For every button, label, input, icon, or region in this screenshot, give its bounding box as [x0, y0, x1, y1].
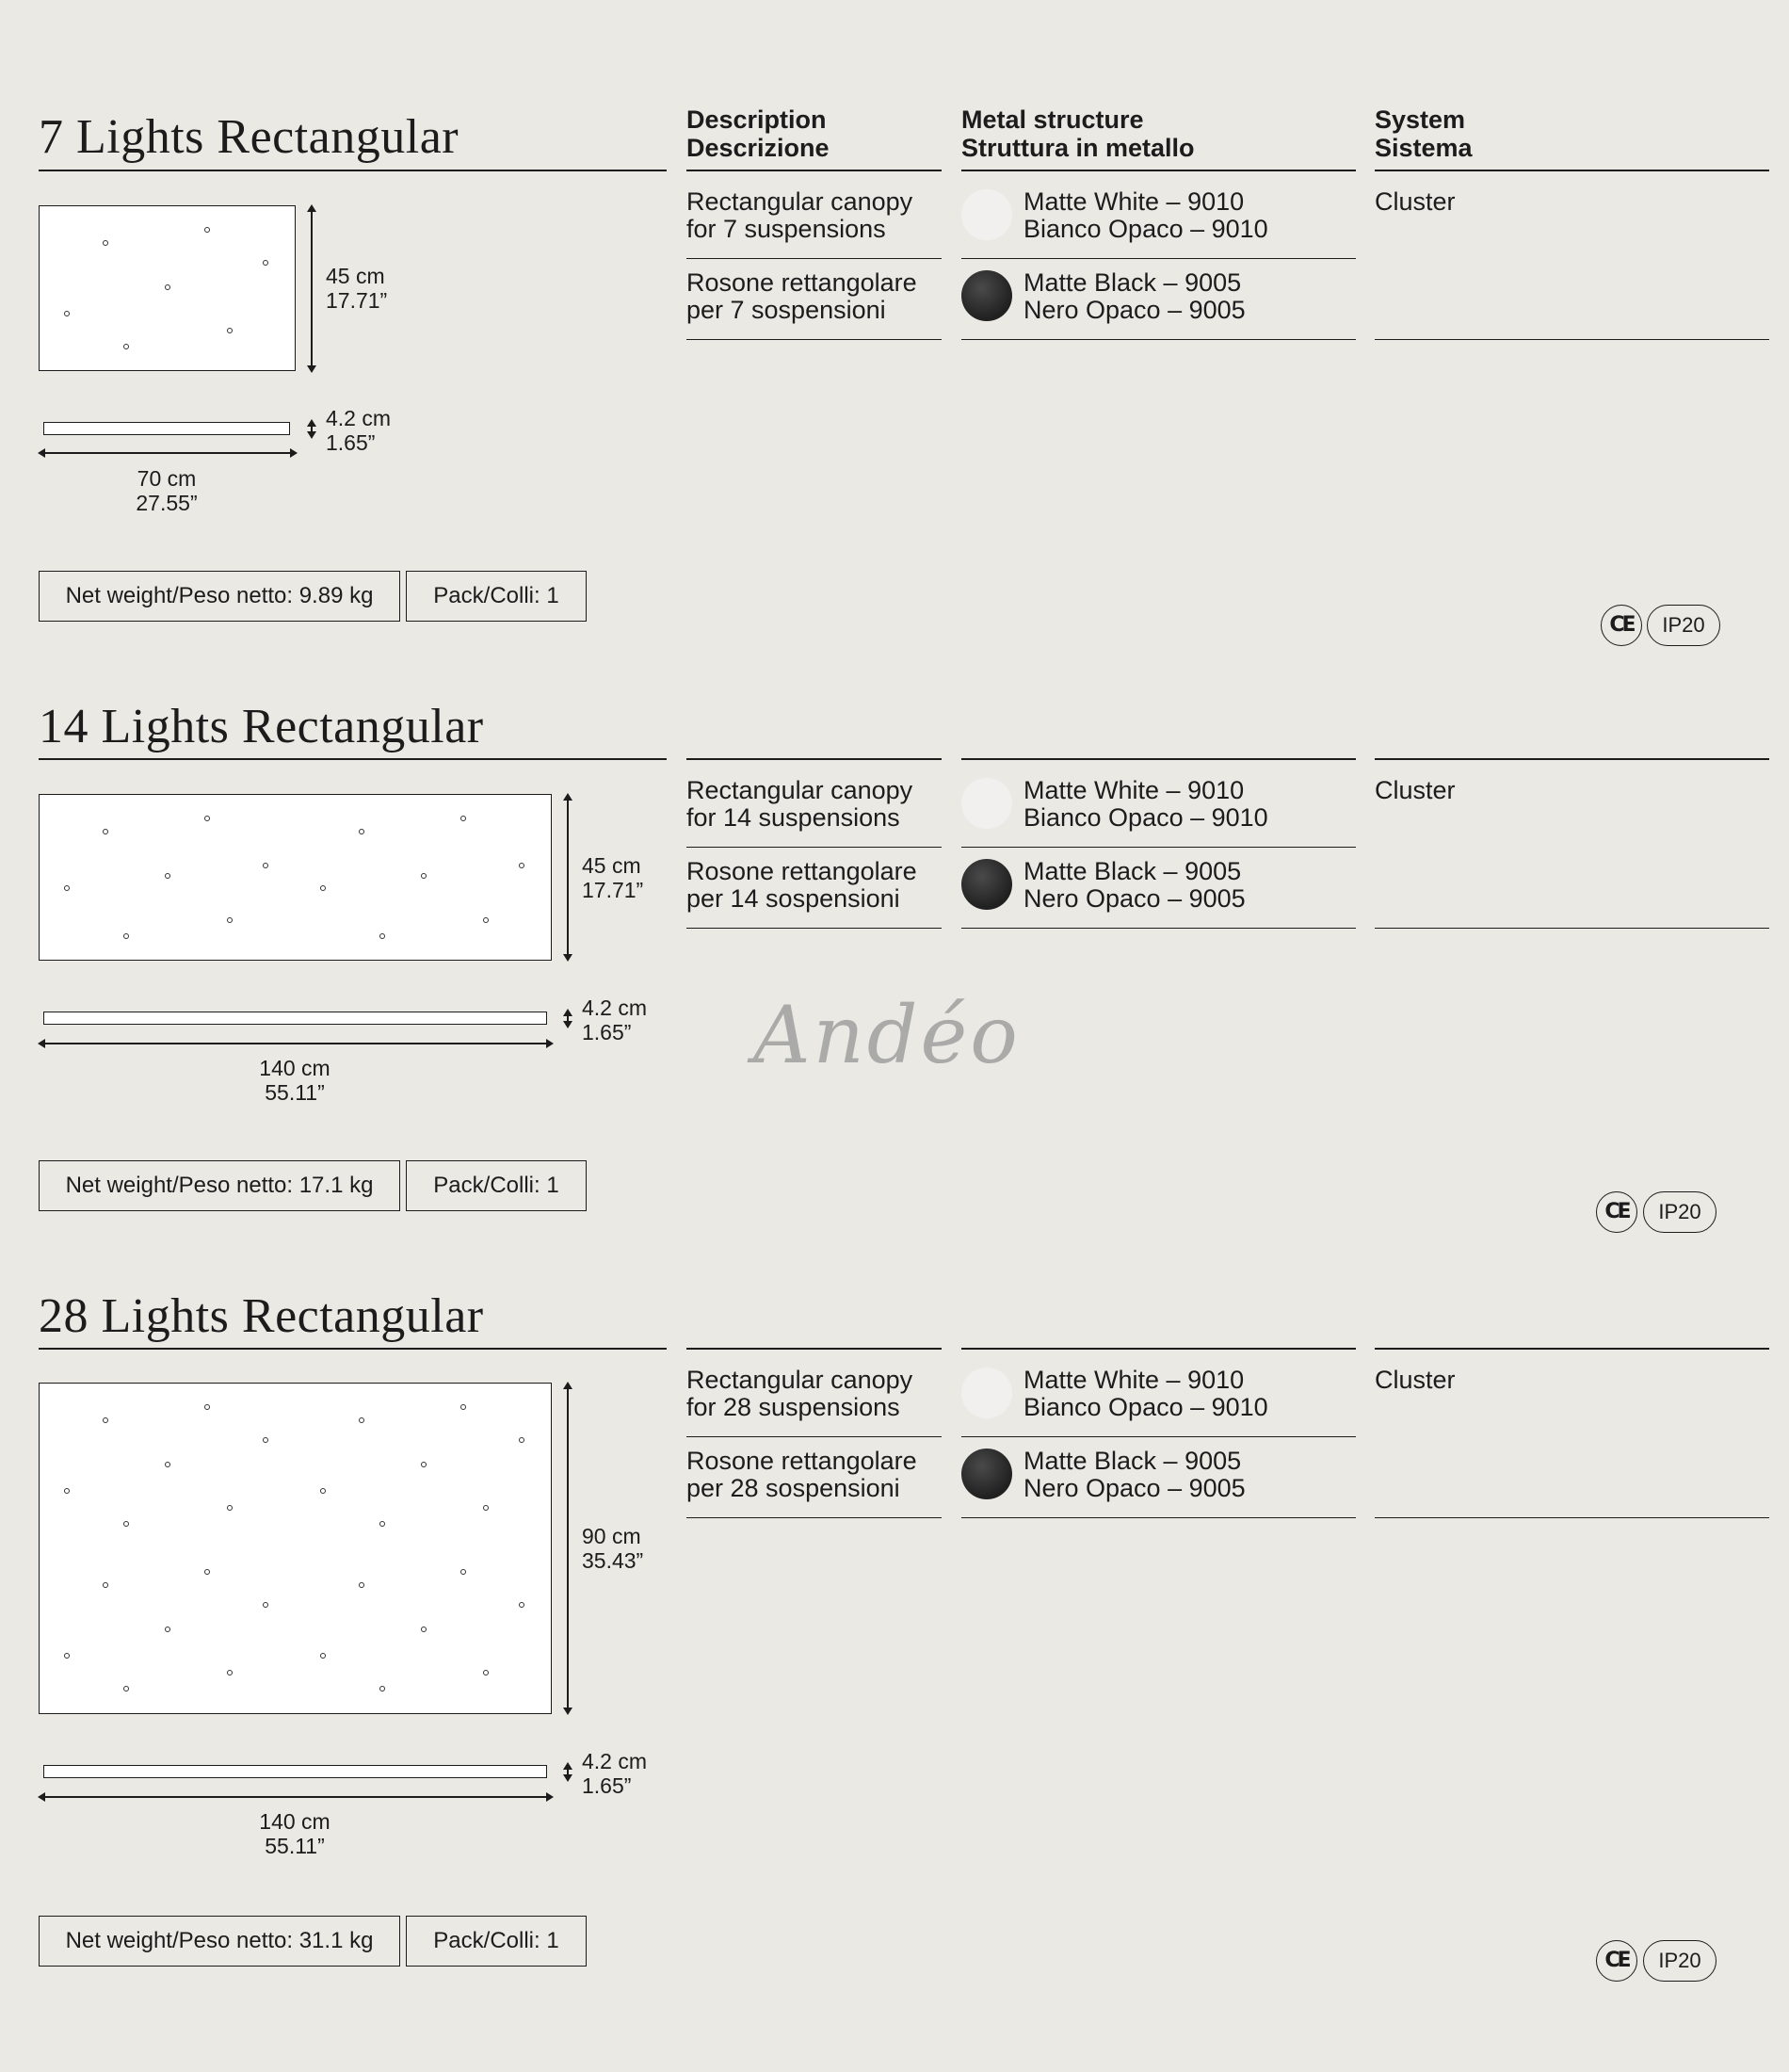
suspension-hole	[227, 917, 233, 923]
ce-mark-icon: CE	[1601, 605, 1642, 646]
product-section-7-lights	[0, 104, 1789, 688]
ce-mark-icon: CE	[1596, 1940, 1637, 1982]
finish-divider	[961, 847, 1356, 848]
width-dimension: 70 cm 27.55”	[136, 466, 198, 515]
height-dimension: 45 cm 17.71”	[582, 853, 644, 902]
finish-white-label: Matte White – 9010 Bianco Opaco – 9010	[1023, 187, 1268, 243]
white-finish-swatch	[961, 778, 1012, 829]
width-dimension-line	[41, 452, 294, 454]
canopy-side-profile	[43, 422, 290, 435]
black-finish-swatch	[961, 859, 1012, 910]
watermark: Andéo	[753, 989, 1021, 1081]
system-rule	[1375, 1348, 1769, 1350]
system-bottom-rule	[1375, 339, 1769, 340]
width-dimension-line	[41, 1043, 550, 1044]
suspension-hole	[123, 1521, 129, 1527]
product-title: 28 Lights Rectangular	[39, 1289, 484, 1343]
system-rule	[1375, 758, 1769, 760]
ip20-badge: IP20	[1643, 1940, 1716, 1982]
finish-bottom-rule	[961, 1517, 1356, 1518]
suspension-hole	[483, 1505, 489, 1511]
description-it: Rosone rettangolare per 14 sospensioni	[686, 857, 917, 913]
height-dimension: 90 cm 35.43”	[582, 1524, 644, 1573]
finish-bottom-rule	[961, 928, 1356, 929]
title-rule	[39, 170, 667, 171]
suspension-hole	[460, 816, 466, 821]
finish-bottom-rule	[961, 339, 1356, 340]
suspension-hole	[103, 240, 108, 246]
depth-dimension: 4.2 cm 1.65”	[582, 996, 648, 1044]
canopy-top-view	[39, 205, 296, 371]
ip20-badge: IP20	[1647, 605, 1720, 646]
product-section-14-lights	[0, 693, 1789, 1277]
suspension-hole	[320, 1488, 326, 1494]
suspension-hole	[263, 1602, 268, 1608]
suspension-hole	[483, 917, 489, 923]
height-dimension: 45 cm 17.71”	[326, 264, 388, 313]
suspension-hole	[320, 885, 326, 891]
suspension-hole	[103, 1417, 108, 1423]
suspension-hole	[379, 1521, 385, 1527]
finish-black-label: Matte Black – 9005 Nero Opaco – 9005	[1023, 857, 1246, 913]
suspension-hole	[460, 1569, 466, 1575]
arrow-left-icon	[38, 1792, 45, 1802]
arrow-up-icon	[307, 204, 316, 212]
height-dimension-line	[567, 1386, 569, 1710]
arrow-up-icon	[307, 419, 316, 427]
pack-box: Pack/Colli: 1	[406, 1916, 587, 1967]
width-dimension: 140 cm 55.11”	[259, 1056, 330, 1105]
suspension-hole	[227, 1505, 233, 1511]
arrow-down-icon	[563, 954, 572, 962]
system-bottom-rule	[1375, 928, 1769, 929]
description-it: Rosone rettangolare per 28 sospensioni	[686, 1447, 917, 1502]
white-finish-swatch	[961, 189, 1012, 240]
pack-box: Pack/Colli: 1	[406, 1160, 587, 1211]
product-title: 7 Lights Rectangular	[39, 110, 459, 164]
description-bottom-rule	[686, 1517, 942, 1518]
title-rule	[39, 1348, 667, 1350]
arrow-up-icon	[563, 1762, 572, 1770]
header-metal-structure: Metal structure Struttura in metallo	[961, 105, 1195, 162]
height-dimension-line	[567, 798, 569, 957]
net-weight-box: Net weight/Peso netto: 31.1 kg	[39, 1916, 400, 1967]
suspension-hole	[421, 1627, 427, 1632]
suspension-hole	[165, 873, 170, 879]
depth-dimension: 4.2 cm 1.65”	[326, 406, 392, 455]
suspension-hole	[103, 1582, 108, 1588]
system-value: Cluster	[1375, 187, 1456, 216]
description-en: Rectangular canopy for 14 suspensions	[686, 776, 913, 832]
suspension-hole	[519, 1602, 524, 1608]
suspension-hole	[165, 1627, 170, 1632]
suspension-hole	[519, 863, 524, 868]
suspension-hole	[227, 1670, 233, 1675]
canopy-side-profile	[43, 1012, 547, 1025]
arrow-down-icon	[307, 431, 316, 439]
suspension-hole	[379, 1686, 385, 1692]
suspension-hole	[204, 1404, 210, 1410]
arrow-left-icon	[38, 448, 45, 458]
metal-rule	[961, 170, 1356, 171]
description-divider	[686, 258, 942, 259]
white-finish-swatch	[961, 1368, 1012, 1418]
arrow-down-icon	[563, 1774, 572, 1782]
description-rule	[686, 758, 942, 760]
description-bottom-rule	[686, 339, 942, 340]
suspension-hole	[64, 1653, 70, 1659]
finish-divider	[961, 1436, 1356, 1437]
canopy-top-view	[39, 1383, 552, 1714]
suspension-hole	[227, 328, 233, 333]
title-rule	[39, 758, 667, 760]
suspension-hole	[460, 1404, 466, 1410]
black-finish-swatch	[961, 1449, 1012, 1499]
canopy-side-profile	[43, 1765, 547, 1778]
suspension-hole	[204, 227, 210, 233]
canopy-top-view	[39, 794, 552, 961]
suspension-hole	[320, 1653, 326, 1659]
suspension-hole	[379, 933, 385, 939]
finish-black-label: Matte Black – 9005 Nero Opaco – 9005	[1023, 268, 1246, 324]
product-title: 14 Lights Rectangular	[39, 700, 484, 753]
suspension-hole	[421, 1462, 427, 1467]
finish-white-label: Matte White – 9010 Bianco Opaco – 9010	[1023, 1366, 1268, 1421]
description-en: Rectangular canopy for 28 suspensions	[686, 1366, 913, 1421]
arrow-left-icon	[38, 1039, 45, 1048]
system-value: Cluster	[1375, 776, 1456, 804]
system-rule	[1375, 170, 1769, 171]
net-weight-box: Net weight/Peso netto: 17.1 kg	[39, 1160, 400, 1211]
suspension-hole	[483, 1670, 489, 1675]
finish-white-label: Matte White – 9010 Bianco Opaco – 9010	[1023, 776, 1268, 832]
metal-rule	[961, 758, 1356, 760]
finish-black-label: Matte Black – 9005 Nero Opaco – 9005	[1023, 1447, 1246, 1502]
arrow-down-icon	[563, 1021, 572, 1028]
ce-mark-icon: CE	[1596, 1191, 1637, 1233]
suspension-hole	[103, 829, 108, 834]
metal-rule	[961, 1348, 1356, 1350]
description-divider	[686, 847, 942, 848]
system-value: Cluster	[1375, 1366, 1456, 1394]
width-dimension: 140 cm 55.11”	[259, 1809, 330, 1858]
suspension-hole	[123, 344, 129, 349]
suspension-hole	[64, 311, 70, 316]
suspension-hole	[519, 1437, 524, 1443]
suspension-hole	[204, 1569, 210, 1575]
arrow-down-icon	[307, 365, 316, 373]
width-dimension-line	[41, 1796, 550, 1798]
suspension-hole	[263, 1437, 268, 1443]
finish-divider	[961, 258, 1356, 259]
arrow-up-icon	[563, 1009, 572, 1016]
suspension-hole	[421, 873, 427, 879]
suspension-hole	[165, 284, 170, 290]
arrow-right-icon	[546, 1039, 554, 1048]
suspension-hole	[123, 933, 129, 939]
suspension-hole	[359, 829, 364, 834]
arrow-up-icon	[563, 793, 572, 801]
net-weight-box: Net weight/Peso netto: 9.89 kg	[39, 571, 400, 622]
ip20-badge: IP20	[1643, 1191, 1716, 1233]
suspension-hole	[64, 885, 70, 891]
suspension-hole	[359, 1582, 364, 1588]
suspension-hole	[123, 1686, 129, 1692]
description-bottom-rule	[686, 928, 942, 929]
suspension-hole	[64, 1488, 70, 1494]
suspension-hole	[359, 1417, 364, 1423]
description-divider	[686, 1436, 942, 1437]
arrow-down-icon	[563, 1708, 572, 1715]
description-it: Rosone rettangolare per 7 sospensioni	[686, 268, 917, 324]
arrow-right-icon	[546, 1792, 554, 1802]
arrow-right-icon	[290, 448, 298, 458]
arrow-up-icon	[563, 1382, 572, 1389]
description-rule	[686, 1348, 942, 1350]
pack-box: Pack/Colli: 1	[406, 571, 587, 622]
black-finish-swatch	[961, 270, 1012, 321]
header-description: Description Descrizione	[686, 105, 830, 162]
system-bottom-rule	[1375, 1517, 1769, 1518]
height-dimension-line	[311, 209, 313, 367]
description-rule	[686, 170, 942, 171]
description-en: Rectangular canopy for 7 suspensions	[686, 187, 913, 243]
suspension-hole	[263, 863, 268, 868]
depth-dimension: 4.2 cm 1.65”	[582, 1749, 648, 1798]
product-section-28-lights	[0, 1283, 1789, 1999]
suspension-hole	[263, 260, 268, 266]
suspension-hole	[165, 1462, 170, 1467]
suspension-hole	[204, 816, 210, 821]
header-system: System Sistema	[1375, 105, 1473, 162]
